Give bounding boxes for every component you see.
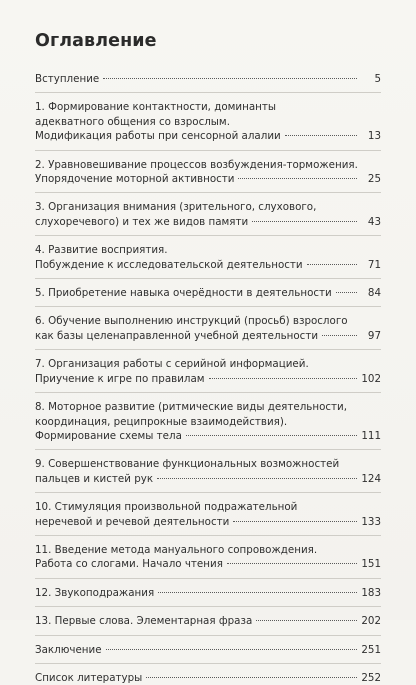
- toc-entry: [35, 400, 381, 443]
- entry-divider: [35, 492, 381, 493]
- toc-entry: [35, 243, 381, 272]
- dot-leader: [322, 335, 357, 336]
- toc-entry-text: 6. Обучение выполнению инструкций (просьб) взрослого: [35, 315, 348, 328]
- toc-entry: [35, 100, 381, 143]
- entry-divider: [35, 449, 381, 450]
- toc-entry-text: неречевой и речевой деятельности: [35, 515, 230, 528]
- toc-entry: [35, 72, 381, 86]
- table-of-contents: [35, 72, 381, 685]
- toc-entry-text: 3. Организация внимания (зрительного, слухового,: [35, 201, 317, 214]
- toc-page-number: 151: [361, 558, 381, 571]
- toc-page-number: 71: [367, 258, 381, 271]
- entry-divider: [35, 306, 381, 307]
- toc-entry: [35, 643, 381, 657]
- toc-entry-text: 11. Введение метода мануального сопровождения.: [35, 543, 318, 556]
- toc-entry-last-line: [35, 286, 381, 300]
- dot-leader: [252, 221, 357, 222]
- toc-page-number: 111: [361, 429, 381, 442]
- toc-entry: [35, 457, 381, 486]
- entry-divider: [35, 349, 381, 350]
- toc-page-number: 97: [367, 329, 381, 342]
- page-title: Оглавление: [35, 31, 157, 51]
- toc-entry-text: 8. Моторное развитие (ритмические виды деятельности,: [35, 401, 348, 414]
- dot-leader: [307, 264, 357, 265]
- toc-entry-text: как базы целенаправленной учебной деятельности: [35, 329, 319, 342]
- toc-page-number: 84: [367, 287, 381, 300]
- toc-entry-text: 2. Уравновешивание процессов возбуждения-торможения.: [35, 158, 358, 171]
- toc-entry-text: адекватного общения со взрослым.: [35, 115, 230, 128]
- toc-page-number: 133: [361, 515, 381, 528]
- toc-entry-text: 13. Первые слова. Элементарная фраза: [35, 615, 253, 628]
- toc-entry: [35, 286, 381, 300]
- toc-entry-last-line: [35, 515, 381, 529]
- toc-entry-text: Вступление: [35, 73, 100, 85]
- toc-entry-text: 10. Стимуляция произвольной подражательной: [35, 501, 298, 514]
- toc-entry: [35, 200, 381, 229]
- toc-entry-last-line: [35, 671, 381, 685]
- toc-page-number: 25: [367, 173, 381, 186]
- toc-entry: [35, 158, 381, 187]
- toc-entry-last-line: [35, 557, 381, 571]
- toc-entry-text: пальцев и кистей рук: [35, 472, 154, 485]
- toc-entry-text: координация, реципрокные взаимодействия).: [35, 415, 288, 428]
- dot-leader: [146, 677, 357, 678]
- toc-entry-last-line: [35, 586, 381, 600]
- dot-leader: [256, 620, 357, 621]
- toc-entry: [35, 586, 381, 600]
- entry-divider: [35, 578, 381, 579]
- toc-entry: [35, 500, 381, 529]
- toc-page-number: 202: [361, 615, 381, 628]
- entry-divider: [35, 278, 381, 279]
- toc-entry-text: Приучение к игре по правилам: [35, 372, 205, 385]
- toc-entry-last-line: [35, 372, 381, 386]
- dot-leader: [336, 292, 357, 293]
- toc-entry: [35, 314, 381, 343]
- toc-entry-text: 12. Звукоподражания: [35, 586, 155, 599]
- toc-entry-text: 7. Организация работы с серийной информацией.: [35, 358, 309, 371]
- toc-entry: [35, 543, 381, 572]
- toc-entry-last-line: [35, 129, 381, 143]
- toc-page-number: 43: [367, 215, 381, 228]
- toc-entry-text: 5. Приобретение навыка очерёдности в деятельности: [35, 287, 332, 300]
- entry-divider: [35, 606, 381, 607]
- dot-leader: [238, 178, 357, 179]
- toc-entry-text: Побуждение к исследовательской деятельности: [35, 258, 303, 271]
- toc-entry-text: Упорядочение моторной активности: [35, 173, 235, 186]
- dot-leader: [186, 435, 357, 436]
- entry-divider: [35, 392, 381, 393]
- dot-leader: [285, 135, 357, 136]
- toc-entry: [35, 614, 381, 628]
- entry-divider: [35, 635, 381, 636]
- entry-divider: [35, 235, 381, 236]
- entry-divider: [35, 150, 381, 151]
- toc-entry: [35, 357, 381, 386]
- dot-leader: [209, 378, 357, 379]
- dot-leader: [157, 478, 357, 479]
- toc-page-number: 252: [361, 671, 381, 684]
- toc-entry-text: 1. Формирование контактности, доминанты: [35, 101, 276, 114]
- toc-entry-text: Модификация работы при сенсорной алалии: [35, 130, 281, 143]
- toc-page-number: 102: [361, 372, 381, 385]
- dot-leader: [227, 563, 357, 564]
- toc-entry: [35, 671, 381, 685]
- toc-entry-text: 4. Развитие восприятия.: [35, 244, 168, 257]
- entry-divider: [35, 92, 381, 93]
- toc-entry-last-line: [35, 72, 381, 86]
- toc-entry-last-line: [35, 215, 381, 229]
- dot-leader: [158, 592, 357, 593]
- toc-entry-last-line: [35, 643, 381, 657]
- toc-page-number: 13: [367, 130, 381, 143]
- entry-divider: [35, 663, 381, 664]
- dot-leader: [103, 78, 357, 79]
- toc-entry-text: слухоречевого) и тех же видов памяти: [35, 215, 249, 228]
- toc-entry-last-line: [35, 258, 381, 272]
- toc-entry-last-line: [35, 329, 381, 343]
- toc-entry-last-line: [35, 614, 381, 628]
- toc-page-number: 251: [361, 643, 381, 656]
- toc-entry-last-line: [35, 472, 381, 486]
- toc-entry-text: Работа со слогами. Начало чтения: [35, 558, 223, 571]
- toc-entry-text: 9. Совершенствование функциональных возможностей: [35, 458, 340, 471]
- toc-entry-text: Список литературы: [35, 671, 143, 684]
- toc-entry-last-line: [35, 172, 381, 186]
- dot-leader: [233, 521, 357, 522]
- entry-divider: [35, 535, 381, 536]
- entry-divider: [35, 192, 381, 193]
- dot-leader: [106, 649, 357, 650]
- toc-entry-text: Формирование схемы тела: [35, 429, 182, 442]
- toc-entry-last-line: [35, 429, 381, 443]
- toc-page-number: 5: [374, 73, 381, 85]
- toc-page-number: 183: [361, 586, 381, 599]
- toc-page-number: 124: [361, 472, 381, 485]
- toc-entry-text: Заключение: [35, 643, 102, 656]
